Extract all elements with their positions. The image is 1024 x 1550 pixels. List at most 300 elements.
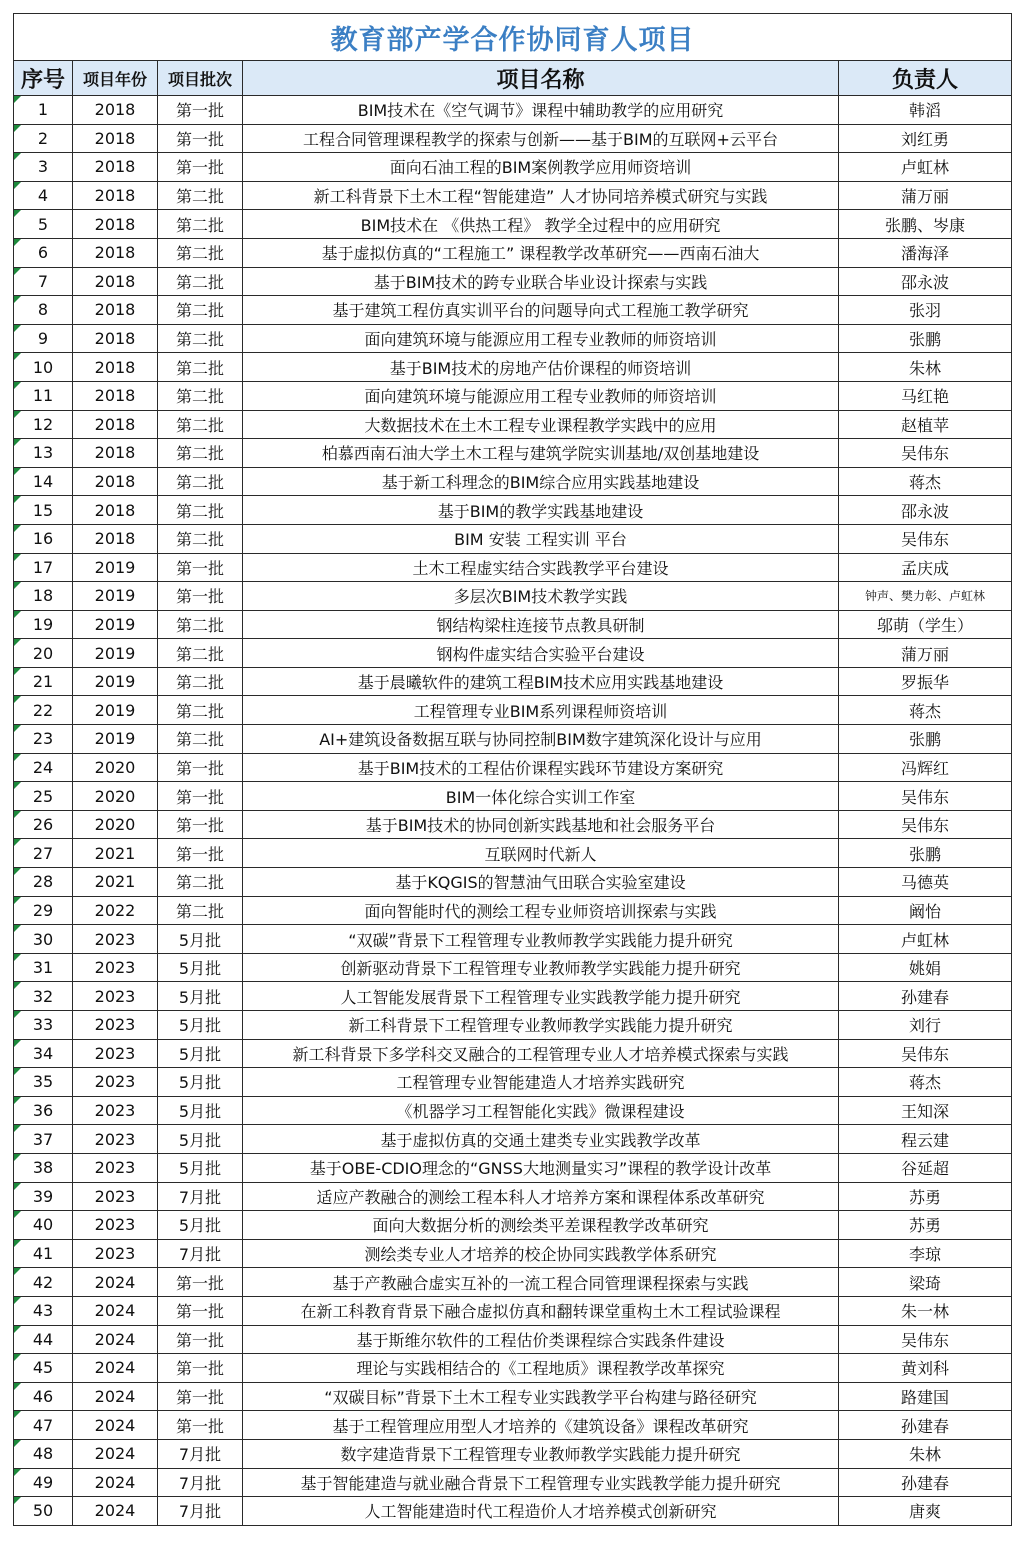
cell-index[interactable]: 46 xyxy=(14,1382,73,1411)
cell-leader[interactable]: 张鹏、岑康 xyxy=(839,210,1012,239)
cell-year[interactable]: 2020 xyxy=(73,810,158,839)
cell-index[interactable]: 44 xyxy=(14,1325,73,1354)
cell-batch[interactable]: 第二批 xyxy=(158,324,243,353)
cell-batch[interactable]: 5月批 xyxy=(158,925,243,954)
table-row xyxy=(14,610,1012,639)
cell-batch[interactable]: 第二批 xyxy=(158,410,243,439)
cell-batch[interactable]: 5月批 xyxy=(158,1039,243,1068)
cell-year[interactable]: 2023 xyxy=(73,1125,158,1154)
cell-project-name[interactable]: 新工科背景下工程管理专业教师教学实践能力提升研究 xyxy=(243,1011,839,1040)
cell-batch[interactable]: 第一批 xyxy=(158,582,243,611)
cell-leader[interactable]: 苏勇 xyxy=(839,1182,1012,1211)
table-row xyxy=(14,467,1012,496)
cell-year[interactable]: 2023 xyxy=(73,1239,158,1268)
cell-project-name[interactable]: BIM一体化综合实训工作室 xyxy=(243,782,839,811)
cell-project-name[interactable]: 基于新工科理念的BIM综合应用实践基地建设 xyxy=(243,467,839,496)
table-row xyxy=(14,1354,1012,1383)
cell-project-name[interactable]: 在新工科教育背景下融合虚拟仿真和翻转课堂重构土木工程试验课程 xyxy=(243,1296,839,1325)
table-row xyxy=(14,1239,1012,1268)
cell-index[interactable]: 11 xyxy=(14,381,73,410)
cell-index[interactable]: 35 xyxy=(14,1068,73,1097)
cell-index[interactable]: 4 xyxy=(14,181,73,210)
cell-year[interactable]: 2024 xyxy=(73,1296,158,1325)
cell-batch[interactable]: 第一批 xyxy=(158,839,243,868)
cell-batch[interactable]: 第二批 xyxy=(158,381,243,410)
cell-year[interactable]: 2020 xyxy=(73,753,158,782)
cell-leader[interactable]: 卢虹林 xyxy=(839,153,1012,182)
cell-project-name[interactable]: 面向石油工程的BIM案例教学应用师资培训 xyxy=(243,153,839,182)
cell-year[interactable]: 2023 xyxy=(73,1068,158,1097)
cell-leader[interactable]: 吴伟东 xyxy=(839,810,1012,839)
header-batch[interactable]: 项目批次 xyxy=(158,61,243,96)
cell-index[interactable]: 25 xyxy=(14,782,73,811)
table-row xyxy=(14,1439,1012,1468)
cell-project-name[interactable]: 面向建筑环境与能源应用工程专业教师的师资培训 xyxy=(243,324,839,353)
header-project-name[interactable]: 项目名称 xyxy=(243,61,839,96)
cell-project-name[interactable]: 钢构件虚实结合实验平台建设 xyxy=(243,639,839,668)
table-row xyxy=(14,1411,1012,1440)
cell-batch[interactable]: 第二批 xyxy=(158,496,243,525)
cell-year[interactable]: 2024 xyxy=(73,1382,158,1411)
cell-index[interactable]: 9 xyxy=(14,324,73,353)
cell-batch[interactable]: 7月批 xyxy=(158,1439,243,1468)
table-row xyxy=(14,296,1012,325)
table-body xyxy=(14,96,1012,1526)
cell-year[interactable]: 2023 xyxy=(73,1153,158,1182)
cell-project-name[interactable]: BIM 安装 工程实训 平台 xyxy=(243,524,839,553)
cell-project-name[interactable]: 基于工程管理应用型人才培养的《建筑设备》课程改革研究 xyxy=(243,1411,839,1440)
table-row xyxy=(14,124,1012,153)
cell-year[interactable]: 2018 xyxy=(73,410,158,439)
cell-batch[interactable]: 7月批 xyxy=(158,1468,243,1497)
cell-project-name[interactable]: 适应产教融合的测绘工程本科人才培养方案和课程体系改革研究 xyxy=(243,1182,839,1211)
cell-year[interactable]: 2018 xyxy=(73,238,158,267)
cell-batch[interactable]: 5月批 xyxy=(158,1096,243,1125)
cell-index[interactable]: 43 xyxy=(14,1296,73,1325)
table-row xyxy=(14,1039,1012,1068)
cell-project-name[interactable]: 《机器学习工程智能化实践》微课程建设 xyxy=(243,1096,839,1125)
cell-index[interactable]: 40 xyxy=(14,1211,73,1240)
cell-index[interactable]: 48 xyxy=(14,1439,73,1468)
cell-leader[interactable]: 黄刘科 xyxy=(839,1354,1012,1383)
cell-leader[interactable]: 程云建 xyxy=(839,1125,1012,1154)
cell-index[interactable]: 26 xyxy=(14,810,73,839)
cell-project-name[interactable]: 基于晨曦软件的建筑工程BIM技术应用实践基地建设 xyxy=(243,667,839,696)
cell-index[interactable]: 7 xyxy=(14,267,73,296)
table-row xyxy=(14,1096,1012,1125)
cell-index[interactable]: 47 xyxy=(14,1411,73,1440)
cell-leader[interactable]: 吴伟东 xyxy=(839,1325,1012,1354)
table-row xyxy=(14,1068,1012,1097)
cell-leader[interactable]: 朱林 xyxy=(839,1439,1012,1468)
cell-batch[interactable]: 第二批 xyxy=(158,181,243,210)
cell-batch[interactable]: 第二批 xyxy=(158,353,243,382)
cell-year[interactable]: 2024 xyxy=(73,1411,158,1440)
cell-project-name[interactable]: BIM技术在《空气调节》课程中辅助教学的应用研究 xyxy=(243,96,839,125)
cell-index[interactable]: 27 xyxy=(14,839,73,868)
table-row xyxy=(14,553,1012,582)
cell-index[interactable]: 42 xyxy=(14,1268,73,1297)
table-row xyxy=(14,324,1012,353)
cell-index[interactable]: 30 xyxy=(14,925,73,954)
cell-batch[interactable]: 5月批 xyxy=(158,1068,243,1097)
cell-batch[interactable]: 第一批 xyxy=(158,553,243,582)
cell-project-name[interactable]: 人工智能发展背景下工程管理专业实践教学能力提升研究 xyxy=(243,982,839,1011)
cell-leader[interactable]: 吴伟东 xyxy=(839,439,1012,468)
cell-leader[interactable]: 卢虹林 xyxy=(839,925,1012,954)
cell-project-name[interactable]: 新工科背景下土木工程“智能建造” 人才协同培养模式研究与实践 xyxy=(243,181,839,210)
cell-index[interactable]: 36 xyxy=(14,1096,73,1125)
cell-year[interactable]: 2023 xyxy=(73,1211,158,1240)
cell-year[interactable]: 2018 xyxy=(73,524,158,553)
cell-batch[interactable]: 第一批 xyxy=(158,1325,243,1354)
cell-batch[interactable]: 5月批 xyxy=(158,982,243,1011)
cell-leader[interactable]: 苏勇 xyxy=(839,1211,1012,1240)
cell-project-name[interactable]: 面向智能时代的测绘工程专业师资培训探索与实践 xyxy=(243,896,839,925)
cell-year[interactable]: 2023 xyxy=(73,1039,158,1068)
cell-index[interactable]: 2 xyxy=(14,124,73,153)
cell-batch[interactable]: 第一批 xyxy=(158,1354,243,1383)
table-row xyxy=(14,381,1012,410)
table-row xyxy=(14,953,1012,982)
cell-index[interactable]: 22 xyxy=(14,696,73,725)
cell-project-name[interactable]: 钢结构梁柱连接节点教具研制 xyxy=(243,610,839,639)
cell-leader[interactable]: 蒲万丽 xyxy=(839,181,1012,210)
cell-index[interactable]: 20 xyxy=(14,639,73,668)
cell-project-name[interactable]: 互联网时代新人 xyxy=(243,839,839,868)
cell-batch[interactable]: 第一批 xyxy=(158,753,243,782)
cell-project-name[interactable]: “双碳”背景下工程管理专业教师教学实践能力提升研究 xyxy=(243,925,839,954)
cell-batch[interactable]: 第二批 xyxy=(158,210,243,239)
cell-batch[interactable]: 第一批 xyxy=(158,1268,243,1297)
cell-index[interactable]: 8 xyxy=(14,296,73,325)
cell-year[interactable]: 2018 xyxy=(73,439,158,468)
cell-project-name[interactable]: 基于产教融合虚实互补的一流工程合同管理课程探索与实践 xyxy=(243,1268,839,1297)
cell-leader[interactable]: 吴伟东 xyxy=(839,782,1012,811)
cell-batch[interactable]: 第二批 xyxy=(158,296,243,325)
cell-project-name[interactable]: 基于建筑工程仿真实训平台的问题导向式工程施工教学研究 xyxy=(243,296,839,325)
cell-year[interactable]: 2018 xyxy=(73,210,158,239)
table-row xyxy=(14,1468,1012,1497)
cell-project-name[interactable]: 理论与实践相结合的《工程地质》课程教学改革探究 xyxy=(243,1354,839,1383)
cell-year[interactable]: 2023 xyxy=(73,1011,158,1040)
cell-year[interactable]: 2023 xyxy=(73,925,158,954)
cell-index[interactable]: 6 xyxy=(14,238,73,267)
cell-batch[interactable]: 7月批 xyxy=(158,1497,243,1526)
table-row xyxy=(14,896,1012,925)
cell-index[interactable]: 18 xyxy=(14,582,73,611)
cell-batch[interactable]: 7月批 xyxy=(158,1182,243,1211)
table-title[interactable]: 教育部产学合作协同育人项目 xyxy=(14,14,1012,61)
table-row xyxy=(14,1182,1012,1211)
cell-batch[interactable]: 第一批 xyxy=(158,1411,243,1440)
cell-project-name[interactable]: 基于BIM技术的工程估价课程实践环节建设方案研究 xyxy=(243,753,839,782)
cell-batch[interactable]: 5月批 xyxy=(158,1125,243,1154)
cell-leader[interactable]: 冯辉红 xyxy=(839,753,1012,782)
cell-year[interactable]: 2023 xyxy=(73,953,158,982)
cell-index[interactable]: 21 xyxy=(14,667,73,696)
cell-year[interactable]: 2018 xyxy=(73,296,158,325)
cell-leader[interactable]: 蒲万丽 xyxy=(839,639,1012,668)
cell-batch[interactable]: 第二批 xyxy=(158,725,243,754)
cell-batch[interactable]: 第二批 xyxy=(158,439,243,468)
table-row xyxy=(14,1268,1012,1297)
table-row xyxy=(14,1497,1012,1526)
cell-year[interactable]: 2018 xyxy=(73,324,158,353)
table-row xyxy=(14,667,1012,696)
cell-leader[interactable]: 邵永波 xyxy=(839,267,1012,296)
table-row xyxy=(14,810,1012,839)
cell-leader[interactable]: 姚娟 xyxy=(839,953,1012,982)
cell-index[interactable]: 14 xyxy=(14,467,73,496)
cell-index[interactable]: 28 xyxy=(14,868,73,897)
cell-project-name[interactable]: 工程管理专业智能建造人才培养实践研究 xyxy=(243,1068,839,1097)
cell-index[interactable]: 38 xyxy=(14,1153,73,1182)
cell-batch[interactable]: 5月批 xyxy=(158,953,243,982)
table-row xyxy=(14,782,1012,811)
cell-leader[interactable]: 刘红勇 xyxy=(839,124,1012,153)
table-row xyxy=(14,153,1012,182)
cell-batch[interactable]: 第二批 xyxy=(158,610,243,639)
cell-project-name[interactable]: 基于BIM的教学实践基地建设 xyxy=(243,496,839,525)
cell-project-name[interactable]: 基于OBE-CDIO理念的“GNSS大地测量实习”课程的教学设计改革 xyxy=(243,1153,839,1182)
cell-project-name[interactable]: 基于BIM技术的房地产估价课程的师资培训 xyxy=(243,353,839,382)
table-row xyxy=(14,1011,1012,1040)
table-row xyxy=(14,925,1012,954)
table-row xyxy=(14,1296,1012,1325)
table-row xyxy=(14,839,1012,868)
cell-leader[interactable]: 梁琦 xyxy=(839,1268,1012,1297)
cell-project-name[interactable]: 基于KQGIS的智慧油气田联合实验室建设 xyxy=(243,868,839,897)
cell-batch[interactable]: 5月批 xyxy=(158,1011,243,1040)
table-row xyxy=(14,1153,1012,1182)
cell-project-name[interactable]: 创新驱动背景下工程管理专业教师教学实践能力提升研究 xyxy=(243,953,839,982)
cell-leader[interactable]: 马红艳 xyxy=(839,381,1012,410)
cell-project-name[interactable]: 基于虚拟仿真的交通土建类专业实践教学改革 xyxy=(243,1125,839,1154)
cell-year[interactable]: 2018 xyxy=(73,124,158,153)
cell-project-name[interactable]: 测绘类专业人才培养的校企协同实践教学体系研究 xyxy=(243,1239,839,1268)
cell-year[interactable]: 2018 xyxy=(73,267,158,296)
cell-batch[interactable]: 第一批 xyxy=(158,1382,243,1411)
cell-leader[interactable]: 李琼 xyxy=(839,1239,1012,1268)
cell-project-name[interactable]: AI+建筑设备数据互联与协同控制BIM数字建筑深化设计与应用 xyxy=(243,725,839,754)
cell-index[interactable]: 1 xyxy=(14,96,73,125)
cell-leader[interactable]: 唐爽 xyxy=(839,1497,1012,1526)
cell-index[interactable]: 17 xyxy=(14,553,73,582)
cell-project-name[interactable]: 面向建筑环境与能源应用工程专业教师的师资培训 xyxy=(243,381,839,410)
cell-year[interactable]: 2018 xyxy=(73,381,158,410)
cell-index[interactable]: 50 xyxy=(14,1497,73,1526)
table-row xyxy=(14,238,1012,267)
cell-index[interactable]: 45 xyxy=(14,1354,73,1383)
cell-batch[interactable]: 第二批 xyxy=(158,667,243,696)
cell-project-name[interactable]: 数字建造背景下工程管理专业教师教学实践能力提升研究 xyxy=(243,1439,839,1468)
cell-year[interactable]: 2021 xyxy=(73,839,158,868)
cell-index[interactable]: 41 xyxy=(14,1239,73,1268)
cell-year[interactable]: 2020 xyxy=(73,782,158,811)
cell-leader[interactable]: 钟声、樊力彰、卢虹林 xyxy=(839,582,1012,611)
cell-index[interactable]: 10 xyxy=(14,353,73,382)
cell-batch[interactable]: 第二批 xyxy=(158,639,243,668)
cell-leader[interactable]: 潘海泽 xyxy=(839,238,1012,267)
table-row xyxy=(14,267,1012,296)
cell-leader[interactable]: 路建国 xyxy=(839,1382,1012,1411)
cell-leader[interactable]: 孙建春 xyxy=(839,1468,1012,1497)
cell-index[interactable]: 49 xyxy=(14,1468,73,1497)
cell-year[interactable]: 2019 xyxy=(73,639,158,668)
table-row xyxy=(14,868,1012,897)
cell-leader[interactable]: 孙建春 xyxy=(839,1411,1012,1440)
cell-batch[interactable]: 第二批 xyxy=(158,696,243,725)
cell-leader[interactable]: 阚怡 xyxy=(839,896,1012,925)
cell-batch[interactable]: 第二批 xyxy=(158,524,243,553)
cell-project-name[interactable]: 土木工程虚实结合实践教学平台建设 xyxy=(243,553,839,582)
cell-year[interactable]: 2023 xyxy=(73,1096,158,1125)
cell-batch[interactable]: 第一批 xyxy=(158,782,243,811)
cell-leader[interactable]: 张鹏 xyxy=(839,324,1012,353)
cell-index[interactable]: 15 xyxy=(14,496,73,525)
cell-batch[interactable]: 第二批 xyxy=(158,896,243,925)
header-year[interactable]: 项目年份 xyxy=(73,61,158,96)
cell-index[interactable]: 13 xyxy=(14,439,73,468)
cell-index[interactable]: 39 xyxy=(14,1182,73,1211)
cell-index[interactable]: 31 xyxy=(14,953,73,982)
cell-leader[interactable]: 韩滔 xyxy=(839,96,1012,125)
cell-batch[interactable]: 7月批 xyxy=(158,1239,243,1268)
table-row xyxy=(14,524,1012,553)
cell-index[interactable]: 24 xyxy=(14,753,73,782)
cell-batch[interactable]: 第二批 xyxy=(158,868,243,897)
cell-index[interactable]: 29 xyxy=(14,896,73,925)
cell-year[interactable]: 2023 xyxy=(73,1182,158,1211)
cell-leader[interactable]: 刘行 xyxy=(839,1011,1012,1040)
cell-project-name[interactable]: 新工科背景下多学科交叉融合的工程管理专业人才培养模式探索与实践 xyxy=(243,1039,839,1068)
cell-year[interactable]: 2018 xyxy=(73,496,158,525)
cell-project-name[interactable]: 大数据技术在土木工程专业课程教学实践中的应用 xyxy=(243,410,839,439)
cell-year[interactable]: 2024 xyxy=(73,1325,158,1354)
cell-project-name[interactable]: 面向大数据分析的测绘类平差课程教学改革研究 xyxy=(243,1211,839,1240)
cell-leader[interactable]: 蒋杰 xyxy=(839,696,1012,725)
project-table xyxy=(13,13,1012,1526)
cell-year[interactable]: 2018 xyxy=(73,353,158,382)
table-row xyxy=(14,696,1012,725)
cell-project-name[interactable]: 基于BIM技术的协同创新实践基地和社会服务平台 xyxy=(243,810,839,839)
cell-project-name[interactable]: 工程管理专业BIM系列课程师资培训 xyxy=(243,696,839,725)
cell-year[interactable]: 2023 xyxy=(73,982,158,1011)
cell-year[interactable]: 2018 xyxy=(73,153,158,182)
cell-year[interactable]: 2018 xyxy=(73,96,158,125)
cell-year[interactable]: 2022 xyxy=(73,896,158,925)
cell-index[interactable]: 3 xyxy=(14,153,73,182)
cell-project-name[interactable]: BIM技术在 《供热工程》 教学全过程中的应用研究 xyxy=(243,210,839,239)
cell-leader[interactable]: 张鹏 xyxy=(839,725,1012,754)
cell-year[interactable]: 2024 xyxy=(73,1497,158,1526)
cell-batch[interactable]: 第一批 xyxy=(158,96,243,125)
table-row xyxy=(14,1325,1012,1354)
header-index[interactable]: 序号 xyxy=(14,61,73,96)
table-row xyxy=(14,639,1012,668)
cell-index[interactable]: 33 xyxy=(14,1011,73,1040)
cell-index[interactable]: 5 xyxy=(14,210,73,239)
table-row xyxy=(14,96,1012,125)
cell-year[interactable]: 2019 xyxy=(73,553,158,582)
cell-leader[interactable]: 赵植苹 xyxy=(839,410,1012,439)
cell-leader[interactable]: 罗振华 xyxy=(839,667,1012,696)
header-leader[interactable]: 负责人 xyxy=(839,61,1012,96)
cell-leader[interactable]: 蒋杰 xyxy=(839,467,1012,496)
cell-index[interactable]: 16 xyxy=(14,524,73,553)
cell-leader[interactable]: 邬萌（学生） xyxy=(839,610,1012,639)
cell-year[interactable]: 2024 xyxy=(73,1354,158,1383)
table-row xyxy=(14,582,1012,611)
cell-project-name[interactable]: 柏慕西南石油大学土木工程与建筑学院实训基地/双创基地建设 xyxy=(243,439,839,468)
cell-year[interactable]: 2019 xyxy=(73,610,158,639)
table-row xyxy=(14,496,1012,525)
cell-year[interactable]: 2019 xyxy=(73,725,158,754)
cell-index[interactable]: 32 xyxy=(14,982,73,1011)
cell-leader[interactable]: 蒋杰 xyxy=(839,1068,1012,1097)
cell-index[interactable]: 23 xyxy=(14,725,73,754)
cell-index[interactable]: 37 xyxy=(14,1125,73,1154)
cell-batch[interactable]: 第二批 xyxy=(158,267,243,296)
cell-year[interactable]: 2021 xyxy=(73,868,158,897)
cell-leader[interactable]: 张羽 xyxy=(839,296,1012,325)
cell-project-name[interactable]: 基于BIM技术的跨专业联合毕业设计探索与实践 xyxy=(243,267,839,296)
cell-year[interactable]: 2024 xyxy=(73,1439,158,1468)
cell-index[interactable]: 12 xyxy=(14,410,73,439)
cell-leader[interactable]: 孟庆成 xyxy=(839,553,1012,582)
cell-year[interactable]: 2019 xyxy=(73,667,158,696)
cell-batch[interactable]: 第一批 xyxy=(158,153,243,182)
cell-batch[interactable]: 5月批 xyxy=(158,1211,243,1240)
cell-project-name[interactable]: 基于虚拟仿真的“工程施工” 课程教学改革研究——西南石油大 xyxy=(243,238,839,267)
cell-leader[interactable]: 朱一林 xyxy=(839,1296,1012,1325)
cell-project-name[interactable]: 工程合同管理课程教学的探索与创新——基于BIM的互联网+云平台 xyxy=(243,124,839,153)
cell-index[interactable]: 34 xyxy=(14,1039,73,1068)
cell-project-name[interactable]: “双碳目标”背景下土木工程专业实践教学平台构建与路径研究 xyxy=(243,1382,839,1411)
cell-batch[interactable]: 第一批 xyxy=(158,1296,243,1325)
cell-leader[interactable]: 邵永波 xyxy=(839,496,1012,525)
cell-leader[interactable]: 张鹏 xyxy=(839,839,1012,868)
cell-leader[interactable]: 吴伟东 xyxy=(839,1039,1012,1068)
cell-year[interactable]: 2024 xyxy=(73,1468,158,1497)
cell-leader[interactable]: 谷延超 xyxy=(839,1153,1012,1182)
cell-leader[interactable]: 王知深 xyxy=(839,1096,1012,1125)
table-row xyxy=(14,725,1012,754)
cell-batch[interactable]: 第二批 xyxy=(158,467,243,496)
table-row xyxy=(14,1382,1012,1411)
cell-year[interactable]: 2018 xyxy=(73,181,158,210)
cell-batch[interactable]: 第一批 xyxy=(158,810,243,839)
cell-project-name[interactable]: 基于斯维尔软件的工程估价类课程综合实践条件建设 xyxy=(243,1325,839,1354)
table-row xyxy=(14,181,1012,210)
cell-project-name[interactable]: 人工智能建造时代工程造价人才培养模式创新研究 xyxy=(243,1497,839,1526)
cell-year[interactable]: 2019 xyxy=(73,582,158,611)
cell-index[interactable]: 19 xyxy=(14,610,73,639)
cell-year[interactable]: 2024 xyxy=(73,1268,158,1297)
cell-leader[interactable]: 孙建春 xyxy=(839,982,1012,1011)
cell-project-name[interactable]: 基于智能建造与就业融合背景下工程管理专业实践教学能力提升研究 xyxy=(243,1468,839,1497)
cell-leader[interactable]: 马德英 xyxy=(839,868,1012,897)
cell-leader[interactable]: 朱林 xyxy=(839,353,1012,382)
cell-batch[interactable]: 第二批 xyxy=(158,238,243,267)
cell-batch[interactable]: 5月批 xyxy=(158,1153,243,1182)
cell-year[interactable]: 2019 xyxy=(73,696,158,725)
cell-project-name[interactable]: 多层次BIM技术教学实践 xyxy=(243,582,839,611)
cell-year[interactable]: 2018 xyxy=(73,467,158,496)
cell-leader[interactable]: 吴伟东 xyxy=(839,524,1012,553)
cell-batch[interactable]: 第一批 xyxy=(158,124,243,153)
